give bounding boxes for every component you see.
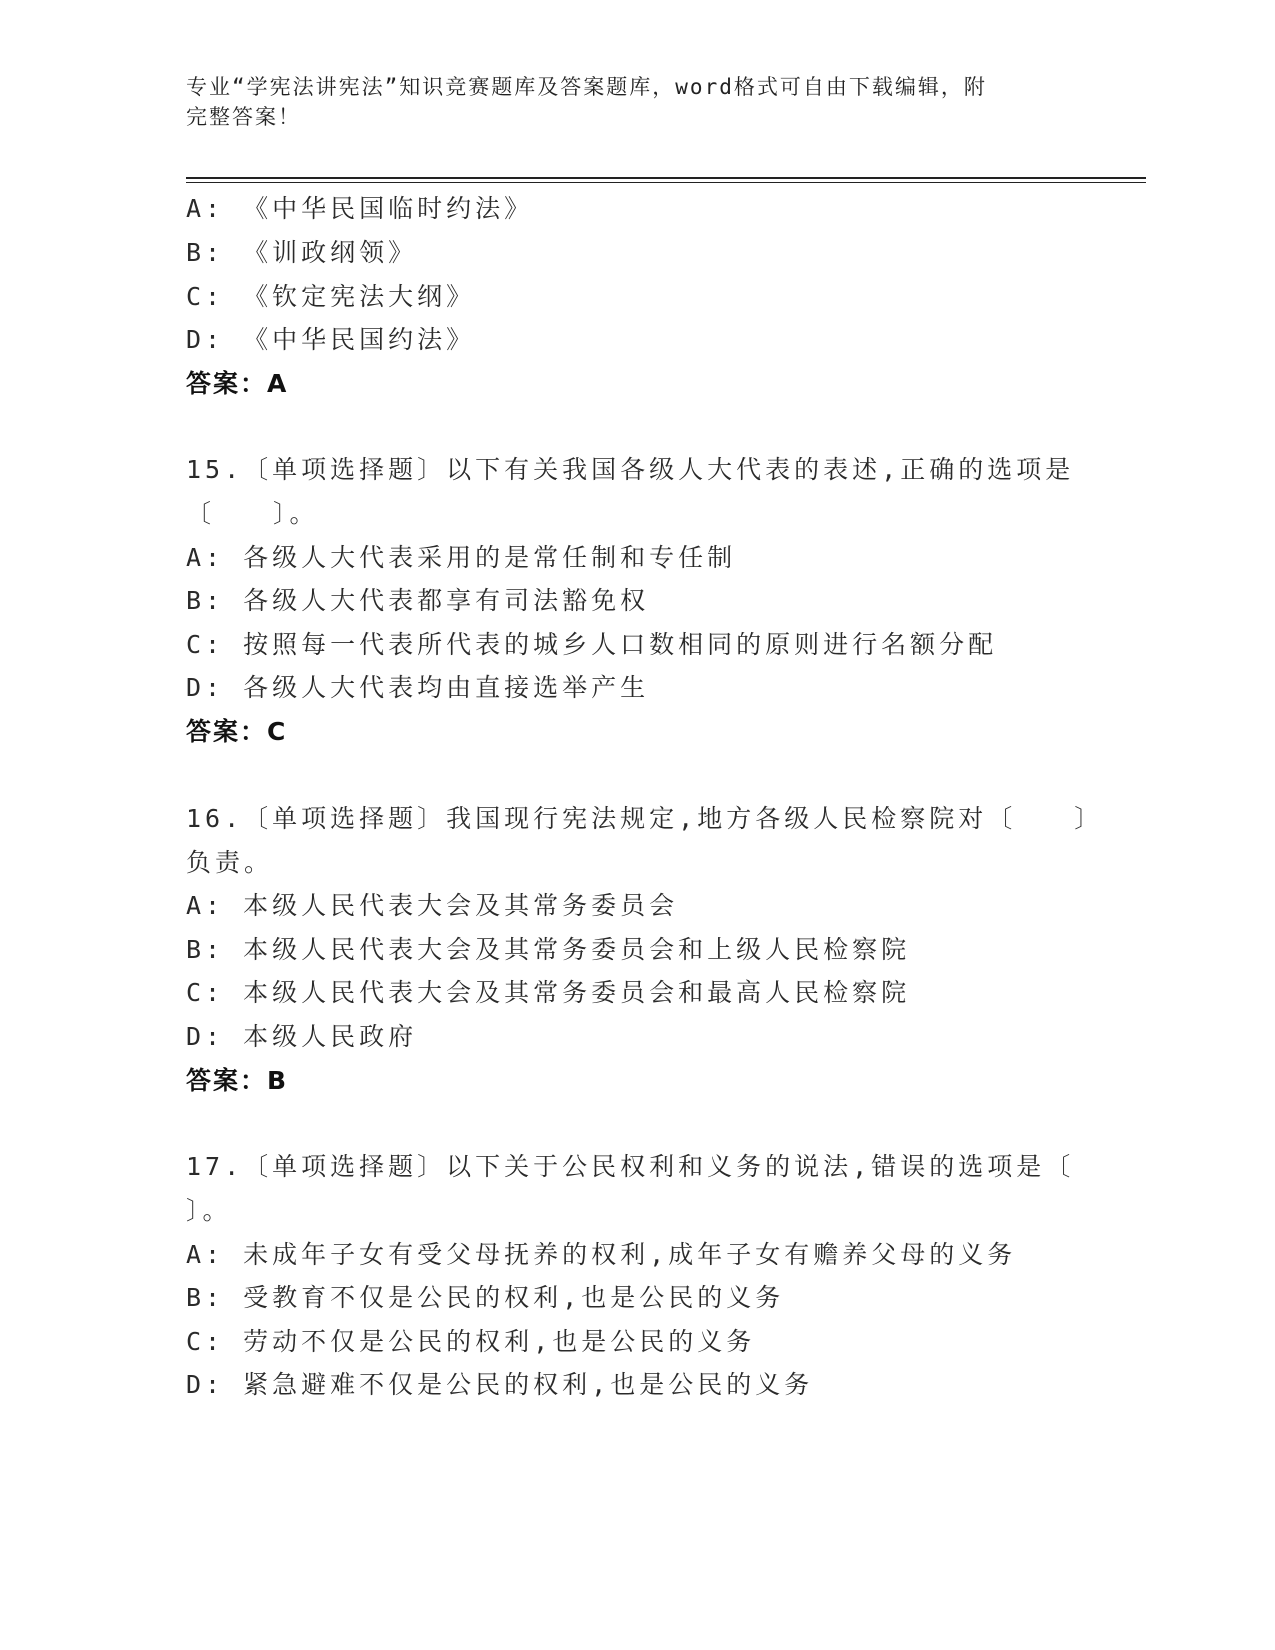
q17-option-a: A: 未成年子女有受父母抚养的权利,成年子女有赡养父母的义务 — [186, 1240, 1017, 1269]
header-line-1: 专业“学宪法讲宪法”知识竞赛题库及答案题库，word格式可自由下载编辑，附 — [186, 75, 987, 99]
q14-answer: 答案：A — [186, 369, 289, 398]
q16-stem-line-1: 16.〔单项选择题〕我国现行宪法规定,地方各级人民检察院对〔 〕 — [186, 804, 1104, 833]
q14-option-c: C: 《钦定宪法大纲》 — [186, 282, 476, 311]
q15-stem-line-2: 〔 〕。 — [186, 499, 319, 528]
header-divider-thin — [186, 182, 1146, 183]
q14-option-d: D: 《中华民国约法》 — [186, 325, 476, 354]
q14-option-b: B: 《训政纲领》 — [186, 238, 418, 267]
q16-option-b: B: 本级人民代表大会及其常务委员会和上级人民检察院 — [186, 935, 911, 964]
q17-stem-line-1: 17.〔单项选择题〕以下关于公民权利和义务的说法,错误的选项是〔 — [186, 1152, 1075, 1181]
q16-option-c: C: 本级人民代表大会及其常务委员会和最高人民检察院 — [186, 978, 911, 1007]
q17-option-d: D: 紧急避难不仅是公民的权利,也是公民的义务 — [186, 1370, 814, 1399]
header-divider-thick — [186, 177, 1146, 179]
q15-option-c: C: 按照每一代表所代表的城乡人口数相同的原则进行名额分配 — [186, 630, 998, 659]
q15-option-b: B: 各级人大代表都享有司法豁免权 — [186, 586, 650, 615]
q15-stem-line-1: 15.〔单项选择题〕以下有关我国各级人大代表的表述,正确的选项是 — [186, 455, 1075, 484]
q16-option-d: D: 本级人民政府 — [186, 1022, 418, 1051]
q14-option-a: A: 《中华民国临时约法》 — [186, 194, 534, 223]
q15-answer: 答案：C — [186, 717, 288, 746]
q16-answer: 答案：B — [186, 1066, 289, 1095]
q17-stem-line-2: 〕。 — [186, 1196, 232, 1225]
q17-option-b: B: 受教育不仅是公民的权利,也是公民的义务 — [186, 1283, 785, 1312]
q16-stem-line-2: 负责。 — [186, 848, 274, 877]
q16-option-a: A: 本级人民代表大会及其常务委员会 — [186, 891, 679, 920]
q15-option-a: A: 各级人大代表采用的是常任制和专任制 — [186, 543, 737, 572]
q15-option-d: D: 各级人大代表均由直接选举产生 — [186, 673, 650, 702]
q17-option-c: C: 劳动不仅是公民的权利,也是公民的义务 — [186, 1327, 756, 1356]
page-header — [186, 72, 1066, 132]
header-line-2: 完整答案！ — [186, 105, 301, 129]
